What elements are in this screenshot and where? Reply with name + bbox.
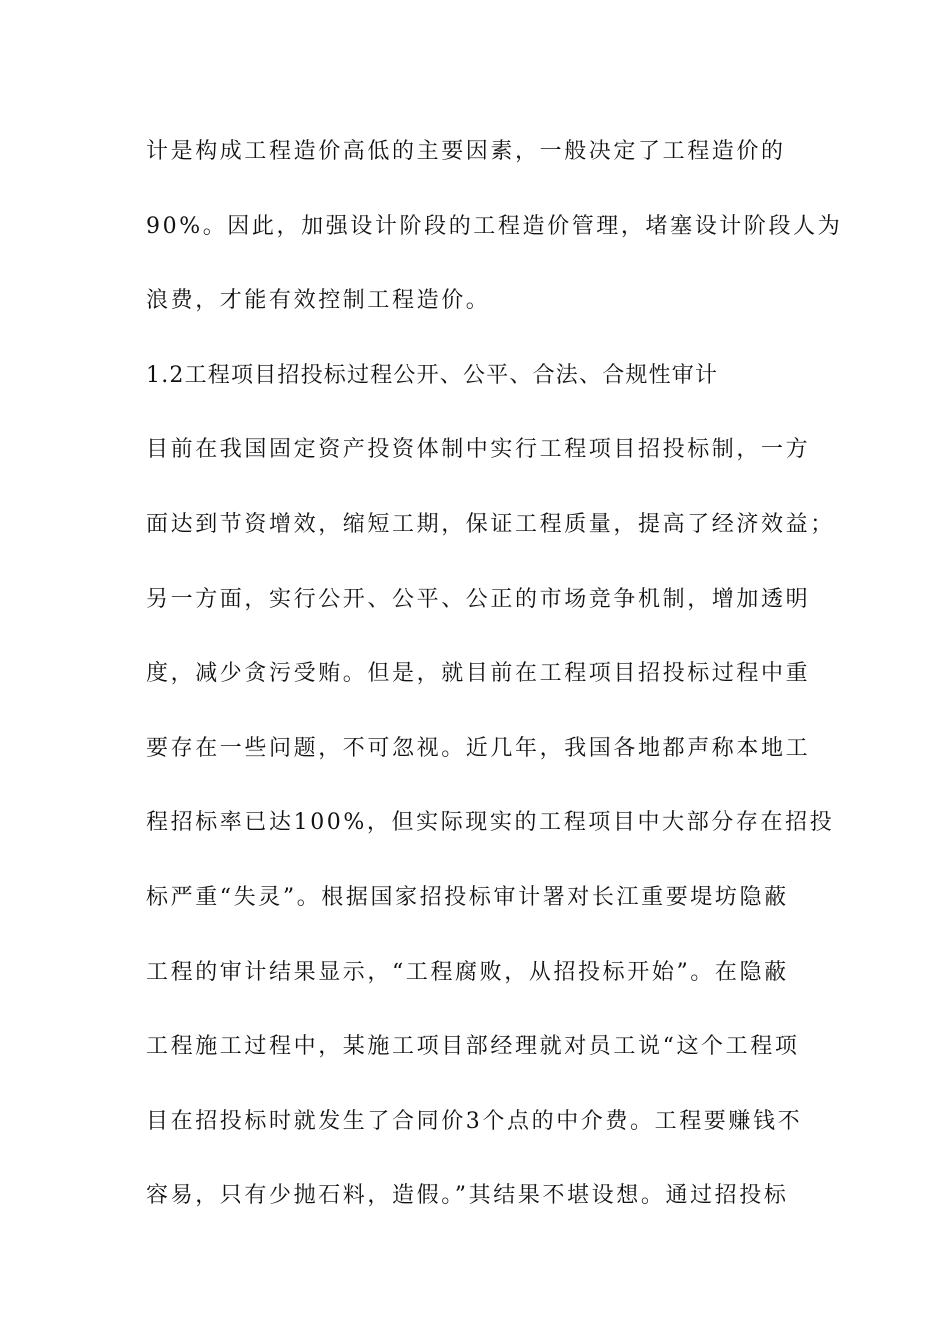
text-line: 标严重“失灵”。根据国家招投标审计署对长江重要堤坊隐蔽 [146, 884, 789, 910]
text-line: 面达到节资增效，缩短工期，保证工程质量，提高了经济效益； [146, 511, 835, 537]
text-line: 另一方面，实行公开、公平、公正的市场竞争机制，增加透明 [146, 586, 811, 612]
text-line: 容易，只有少抛石料，造假。”其结果不堪设想。通过招投标 [146, 1183, 789, 1209]
text-line: 计是构成工程造价高低的主要因素，一般决定了工程造价的 [146, 139, 786, 164]
body-text [146, 133, 843, 1252]
text-line: 浪费，才能有效控制工程造价。 [146, 288, 491, 314]
text-line: 工程的审计结果显示，“工程腐败，从招投标开始”。在隐蔽 [146, 959, 789, 985]
text-line: 目前在我国固定资产投资体制中实行工程项目招投标制，一方 [146, 437, 811, 463]
text-line: 目在招投标时就发生了合同价3个点的中介费。工程要赚钱不 [146, 1108, 803, 1134]
text-line: 程招标率已达100%，但实际现实的工程项目中大部分存在招投 [146, 810, 835, 836]
text-line: 要存在一些问题，不可忽视。近几年，我国各地都声称本地工 [146, 735, 811, 761]
section-heading: 1.2工程项目招投标过程公开、公平、合法、合规性审计 [146, 362, 719, 388]
text-line: 度，减少贪污受贿。但是，就目前在工程项目招投标过程中重 [146, 661, 811, 687]
text-line: 工程施工过程中，某施工项目部经理就对员工说“这个工程项 [146, 1034, 800, 1060]
text-line: 90%。因此，加强设计阶段的工程造价管理，堵塞设计阶段人为 [146, 213, 843, 239]
